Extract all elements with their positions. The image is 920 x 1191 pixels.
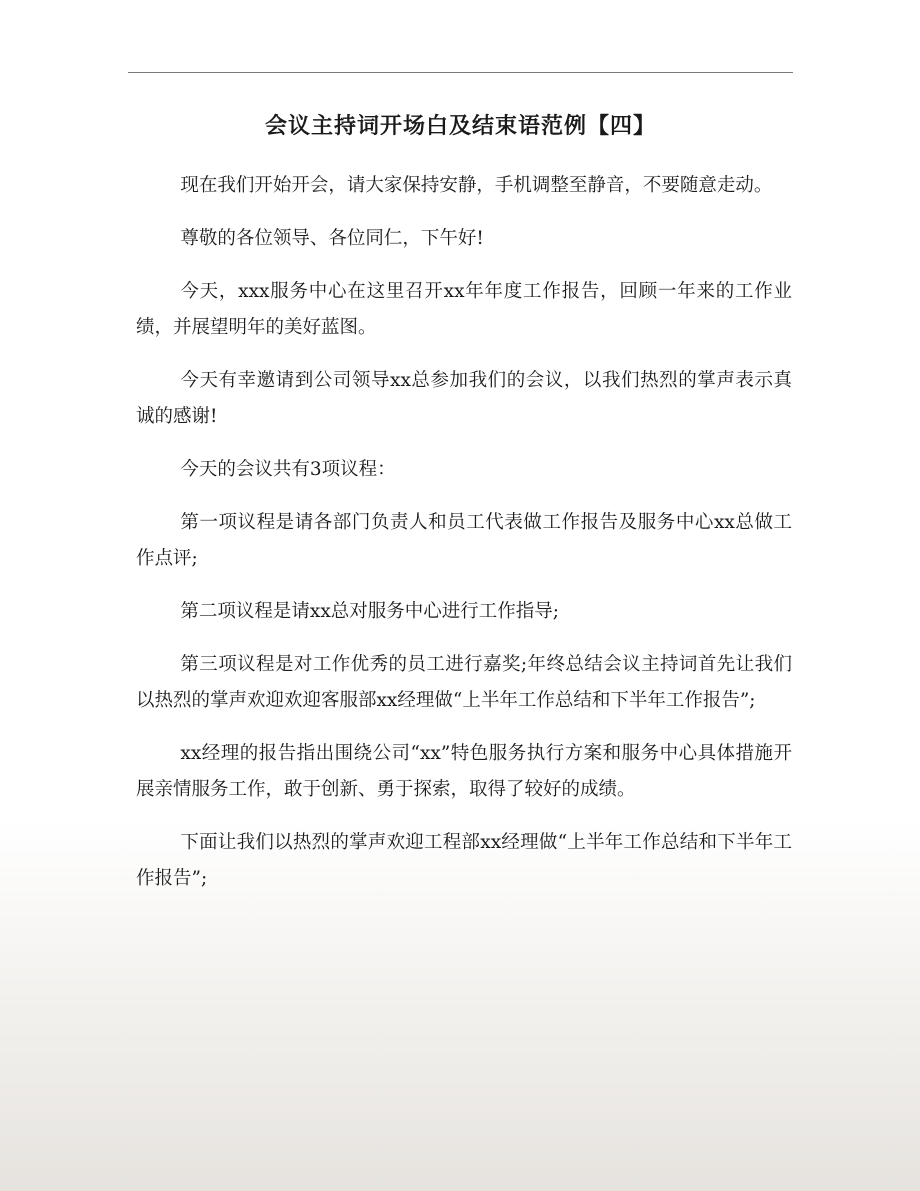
paragraph-meeting-purpose: 今天，xxx服务中心在这里召开xx年年度工作报告，回顾一年来的工作业绩，并展望明年的美好蓝图。 [136, 281, 792, 338]
document-body [136, 168, 792, 914]
paragraph-agenda-item-2: 第二项议程是请xx总对服务中心进行工作指导; [180, 601, 559, 622]
paragraph-agenda-intro: 今天的会议共有3项议程： [180, 459, 396, 480]
paragraph-greeting: 尊敬的各位领导、各位同仁，下午好! [180, 228, 484, 249]
paragraph-opening-notice: 现在我们开始开会，请大家保持安静，手机调整至静音，不要随意走动。 [180, 175, 773, 196]
paragraph-report-summary: xx经理的报告指出围绕公司“xx”特色服务执行方案和服务中心具体措施开展亲情服务工作，敢于创新、勇于探索，取得了较好的成绩。 [136, 743, 792, 800]
document-title: 会议主持词开场白及结束语范例【四】 [264, 113, 656, 139]
paragraph-agenda-item-3: 第三项议程是对工作优秀的员工进行嘉奖;年终总结会议主持词首先让我们以热烈的掌声欢迎欢迎客服部xx经理做“上半年工作总结和下半年工作报告”; [136, 654, 792, 711]
paragraph-agenda-item-1: 第一项议程是请各部门负责人和员工代表做工作报告及服务中心xx总做工作点评; [136, 512, 792, 569]
paragraph-engineering-report: 下面让我们以热烈的掌声欢迎工程部xx经理做“上半年工作总结和下半年工作报告”; [136, 832, 792, 889]
paragraph-guest-welcome: 今天有幸邀请到公司领导xx总参加我们的会议，以我们热烈的掌声表示真诚的感谢! [136, 370, 792, 427]
header-rule [128, 72, 793, 73]
